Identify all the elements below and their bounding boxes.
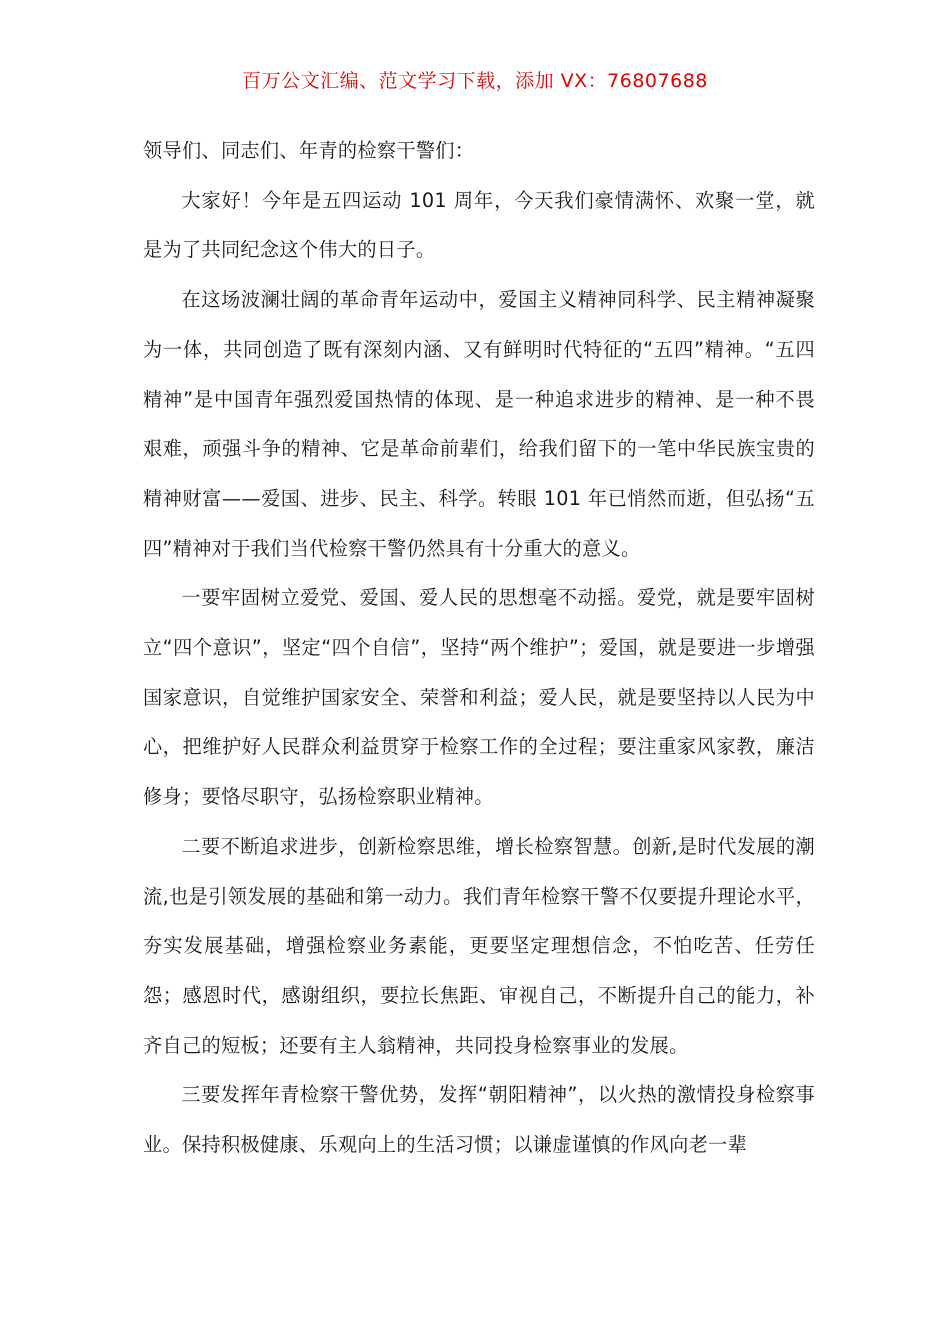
paragraph-point-three: 三要发挥年青检察干警优势，发挥“朝阳精神”，以火热的激情投身检察事业。保持积极健康、乐观向上的生活习惯；以谦虚谨慎的作风向老一辈 — [143, 1083, 815, 1157]
paragraph-greeting: 大家好！今年是五四运动 101 周年，今天我们豪情满怀、欢聚一堂，就是为了共同纪念这个伟大的日子。 — [143, 188, 815, 262]
watermark-header: 百万公文汇编、范文学习下载，添加 VX：76807688 — [242, 70, 708, 92]
paragraph-point-one: 一要牢固树立爱党、爱国、爱人民的思想毫不动摇。爱党，就是要牢固树立“四个意识”，坚定“四个自信”，坚持“两个维护”；爱国，就是要进一步增强国家意识，自觉维护国家安全、荣誉和利益；爱人民，就是要坚持以人民为中心，把维护好人民群众利益贯穿于检察工作的全过程；要注重家风家教，廉洁修身；要恪尽职守，弘扬检察职业精神。 — [143, 586, 815, 809]
salutation: 领导们、同志们、年青的检察干警们： — [143, 139, 475, 162]
paragraph-may-fourth-spirit: 在这场波澜壮阔的革命青年运动中，爱国主义精神同科学、民主精神凝聚为一体，共同创造了既有深刻内涵、又有鲜明时代特征的“五四”精神。“五四精神”是中国青年强烈爱国热情的体现、是一种追求进步的精神、是一种不畏艰难，顽强斗争的精神、它是革命前辈们，给我们留下的一笔中华民族宝贵的精神财富——爱国、进步、民主、科学。转眼 101 年已悄然而逝，但弘扬“五四”精神对于我们当代检察干警仍然具有十分重大的意义。 — [143, 288, 815, 560]
document-body — [143, 126, 815, 1170]
paragraph-point-two: 二要不断追求进步，创新检察思维，增长检察智慧。创新,是时代发展的潮流,也是引领发展的基础和第一动力。我们青年检察干警不仅要提升理论水平，夯实发展基础，增强检察业务素能，更要坚定理想信念，不怕吃苦、任劳任怨；感恩时代，感谢组织，要拉长焦距、审视自己，不断提升自己的能力，补齐自己的短板；还要有主人翁精神，共同投身检察事业的发展。 — [143, 834, 815, 1057]
